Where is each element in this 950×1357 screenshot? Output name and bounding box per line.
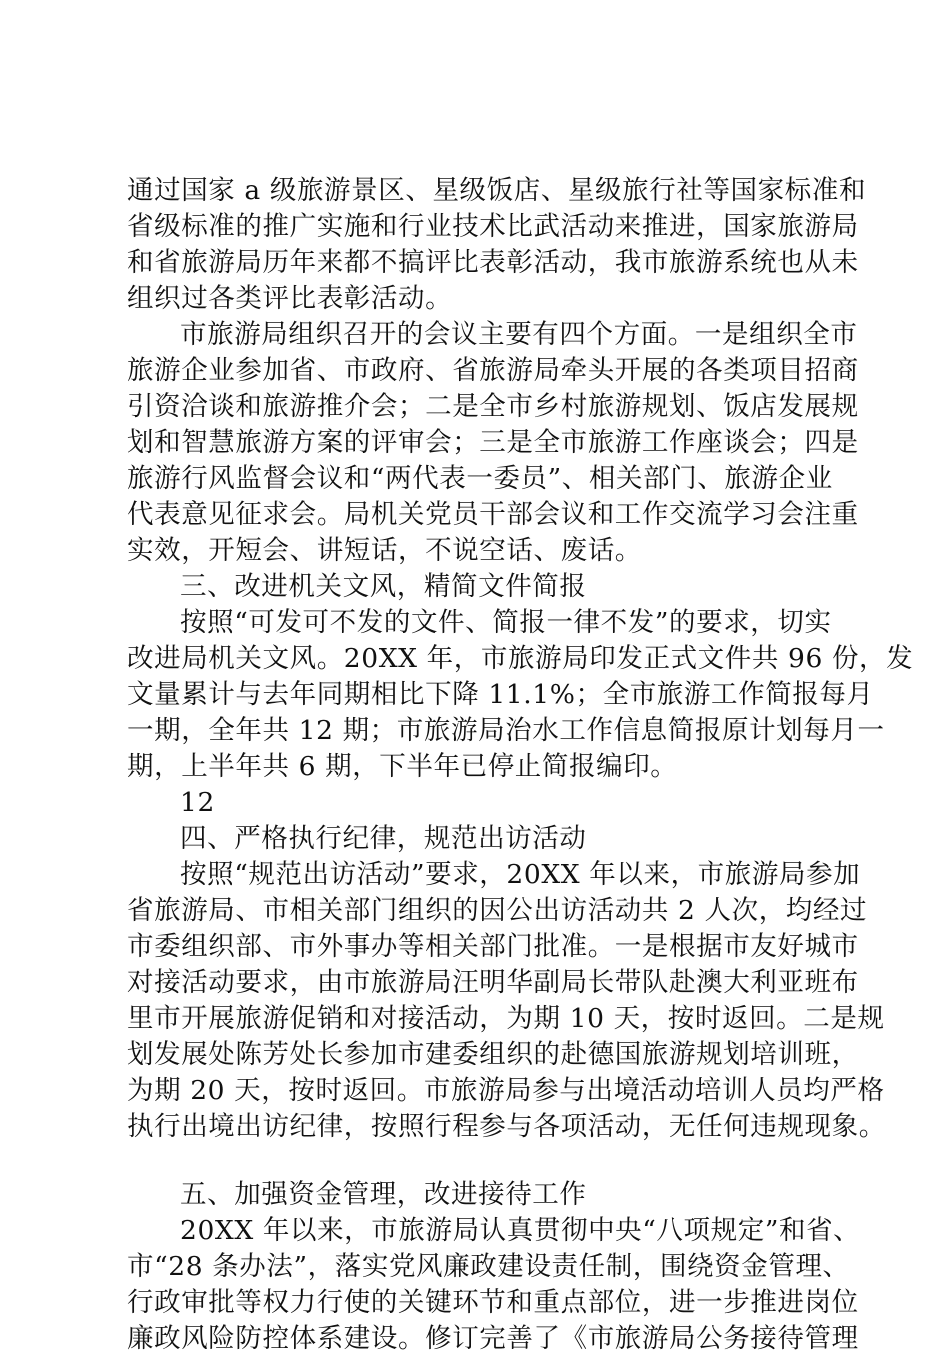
- paragraph-first-line: 20XX 年以来，市旅游局认真贯彻中央“八项规定”和省、: [180, 1215, 861, 1246]
- paragraph-first-line: 按照“可发可不发的文件、简报一律不发”的要求，切实: [180, 607, 832, 638]
- text-line: 组织过各类评比表彰活动。: [127, 283, 453, 314]
- text-line: 引资洽谈和旅游推介会；二是全市乡村旅游规划、饭店发展规: [127, 391, 859, 422]
- text-line: 和省旅游局历年来都不搞评比表彰活动，我市旅游系统也从未: [127, 247, 859, 278]
- text-line: 市委组织部、市外事办等相关部门批准。一是根据市友好城市: [127, 931, 859, 962]
- text-line: 一期，全年共 12 期；市旅游局治水工作信息简报原计划每月一: [127, 715, 885, 746]
- text-line: 省旅游局、市相关部门组织的因公出访活动共 2 人次，均经过: [127, 895, 868, 926]
- text-line: 执行出境出访纪律，按照行程参与各项活动，无任何违规现象。: [127, 1111, 886, 1142]
- text-line: 通过国家 a 级旅游景区、星级饭店、星级旅行社等国家标准和: [127, 175, 867, 206]
- text-line: 市“28 条办法”，落实党风廉政建设责任制，围绕资金管理、: [127, 1251, 850, 1282]
- text-line: 代表意见征求会。局机关党员干部会议和工作交流学习会注重: [127, 499, 859, 530]
- section-heading: 四、严格执行纪律，规范出访活动: [180, 823, 587, 854]
- text-line: 划和智慧旅游方案的评审会；三是全市旅游工作座谈会；四是: [127, 427, 859, 458]
- text-line: 为期 20 天，按时返回。市旅游局参与出境活动培训人员均严格: [127, 1075, 885, 1106]
- text-line: 省级标准的推广实施和行业技术比武活动来推进，国家旅游局: [127, 211, 859, 242]
- text-line: 对接活动要求，由市旅游局汪明华副局长带队赴澳大利亚班布: [127, 967, 859, 998]
- section-heading: 三、改进机关文风，精简文件简报: [180, 571, 587, 602]
- text-line: 行政审批等权力行使的关键环节和重点部位，进一步推进岗位: [127, 1287, 859, 1318]
- text-line: 里市开展旅游促销和对接活动，为期 10 天，按时返回。二是规: [127, 1003, 885, 1034]
- text-line: 划发展处陈芳处长参加市建委组织的赴德国旅游规划培训班，: [127, 1039, 859, 1070]
- section-heading: 五、加强资金管理，改进接待工作: [180, 1179, 587, 1210]
- text-line: 文量累计与去年同期相比下降 11.1%；全市旅游工作简报每月: [127, 679, 874, 710]
- text-line: 廉政风险防控体系建设。修订完善了《市旅游局公务接待管理: [127, 1323, 859, 1354]
- text-line: 旅游行风监督会议和“两代表一委员”、相关部门、旅游企业: [127, 463, 833, 494]
- text-line: 实效，开短会、讲短话，不说空话、废话。: [127, 535, 642, 566]
- paragraph-first-line: 市旅游局组织召开的会议主要有四个方面。一是组织全市: [180, 319, 858, 350]
- paragraph-first-line: 按照“规范出访活动”要求，20XX 年以来，市旅游局参加: [180, 859, 861, 890]
- stray-number: 12: [180, 787, 215, 818]
- text-line: 旅游企业参加省、市政府、省旅游局牵头开展的各类项目招商: [127, 355, 859, 386]
- text-line: 改进局机关文风。20XX 年，市旅游局印发正式文件共 96 份，发: [127, 643, 914, 674]
- text-line: 期，上半年共 6 期，下半年已停止简报编印。: [127, 751, 678, 782]
